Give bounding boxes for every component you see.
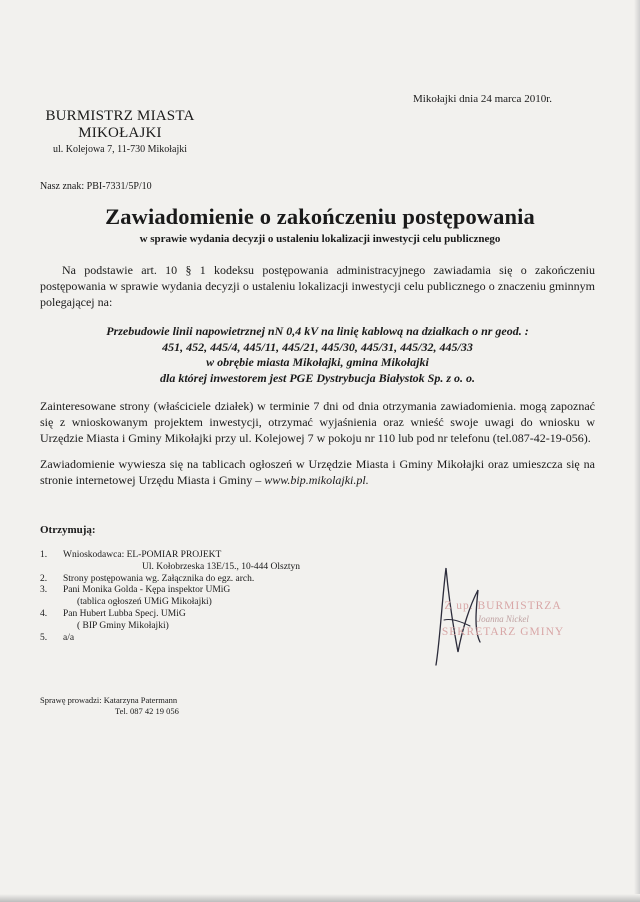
list-item-extra <box>40 621 340 633</box>
recipients-heading: Otrzymują: <box>40 524 96 536</box>
stamp-line-1: Z up. BURMISTRZA <box>444 600 562 612</box>
list-item <box>40 609 340 621</box>
stamp-signature-name: Joanna Nickel <box>477 614 529 624</box>
sender-title: BURMISTRZ MIASTA <box>45 108 195 124</box>
list-number: 2. <box>40 573 48 584</box>
list-text: a/a <box>63 632 75 643</box>
list-text-extra: (tablica ogłoszeń UMiG Mikołajki) <box>77 597 212 608</box>
reference-number: Nasz znak: PBI-7331/5P/10 <box>40 181 152 192</box>
list-number: 5. <box>40 632 48 643</box>
list-number: 4. <box>40 608 48 619</box>
parties-paragraph: Zainteresowane strony (właściciele działek) w terminie 7 dni od dnia otrzymania zawiadomienia. mogą zapoznać się z wnioskowanym projektem inwestycji, otrzymać wyjaśnienia oraz wnieść swoje uwagi do wniosku w Urzędzie Miasta i Gminy Mikołajki przy ul. Kolejowej 7 w pokoju nr 110 lub pod nr telefonu (tel.087-42-19-056). <box>40 399 595 445</box>
case-handler-footer <box>40 695 179 716</box>
list-number: 1. <box>40 550 48 560</box>
investment-line-1: Przebudowie linii napowietrznej nN 0,4 kV na linię kablową na działkach o nr geod. : <box>106 324 529 338</box>
list-text-extra: ( BIP Gminy Mikołajki) <box>77 620 169 631</box>
stamp-line-3: SEKRETARZ GMINY <box>441 626 565 638</box>
list-number: 3. <box>40 585 48 596</box>
scan-edge-right <box>634 0 640 902</box>
investment-plots: 451, 452, 445/4, 445/11, 445/21, 445/30, 445/31, 445/32, 445/33 <box>162 339 473 354</box>
sender-address: ul. Kolejowa 7, 11-730 Mikołajki <box>52 144 188 155</box>
intro-paragraph: Na podstawie art. 10 § 1 kodeksu postępowania administracyjnego zawiadamia się o zakończeniu postępowania w sprawie wydania decyzji o ustaleniu lokalizacji inwestycji celu publicznego o znaczeniu gminnym polegającej na: <box>40 263 595 309</box>
investment-location: w obrębie miasta Mikołajki, gmina Mikołajki <box>206 355 429 369</box>
document-title: Zawiadomienie o zakończeniu postępowania <box>105 204 535 229</box>
list-item <box>40 585 340 597</box>
publication-text: Zawiadomienie wywiesza się na tablicach ogłoszeń w Urzędzie Miasta i Gminy Mikołajki oraz umieszcza się na stronie internetowej Urzędu Miasta i Gminy – <box>40 457 595 487</box>
list-item <box>40 633 340 645</box>
list-text: Pan Hubert Lubba Specj. UMiG <box>63 608 186 619</box>
list-text: Wnioskodawca: EL-POMIAR PROJEKT <box>63 550 222 560</box>
case-handler-name: Sprawę prowadzi: Katarzyna Patermann <box>40 695 178 705</box>
list-text-extra: Ul. Kołobrzeska 13E/15., 10-444 Olsztyn <box>142 561 301 572</box>
bip-link[interactable]: www.bip.mikolajki.pl. <box>264 473 369 487</box>
recipients-list <box>40 550 340 644</box>
list-item <box>40 550 340 562</box>
list-text: Strony postępowania wg. Załącznika do egz. arch. <box>63 573 255 584</box>
investment-investor: dla której inwestorem jest PGE Dystrybucja Białystok Sp. z o. o. <box>159 370 475 385</box>
document-subtitle: w sprawie wydania decyzji o ustaleniu lokalizacji inwestycji celu publicznego <box>139 233 501 245</box>
case-handler-phone: Tel. 087 42 19 056 <box>115 705 179 716</box>
sender-block <box>40 108 200 157</box>
scan-edge-bottom <box>0 894 640 902</box>
document-date: Mikołajki dnia 24 marca 2010r. <box>413 93 552 105</box>
investment-description <box>40 324 595 386</box>
list-text: Pani Monika Golda - Kępa inspektor UMiG <box>63 585 231 596</box>
list-item-extra <box>40 562 340 574</box>
official-stamp <box>418 600 588 638</box>
list-item <box>40 574 340 586</box>
sender-town: MIKOŁAJKI <box>78 125 162 141</box>
publication-paragraph <box>40 456 595 488</box>
list-item-extra <box>40 597 340 609</box>
